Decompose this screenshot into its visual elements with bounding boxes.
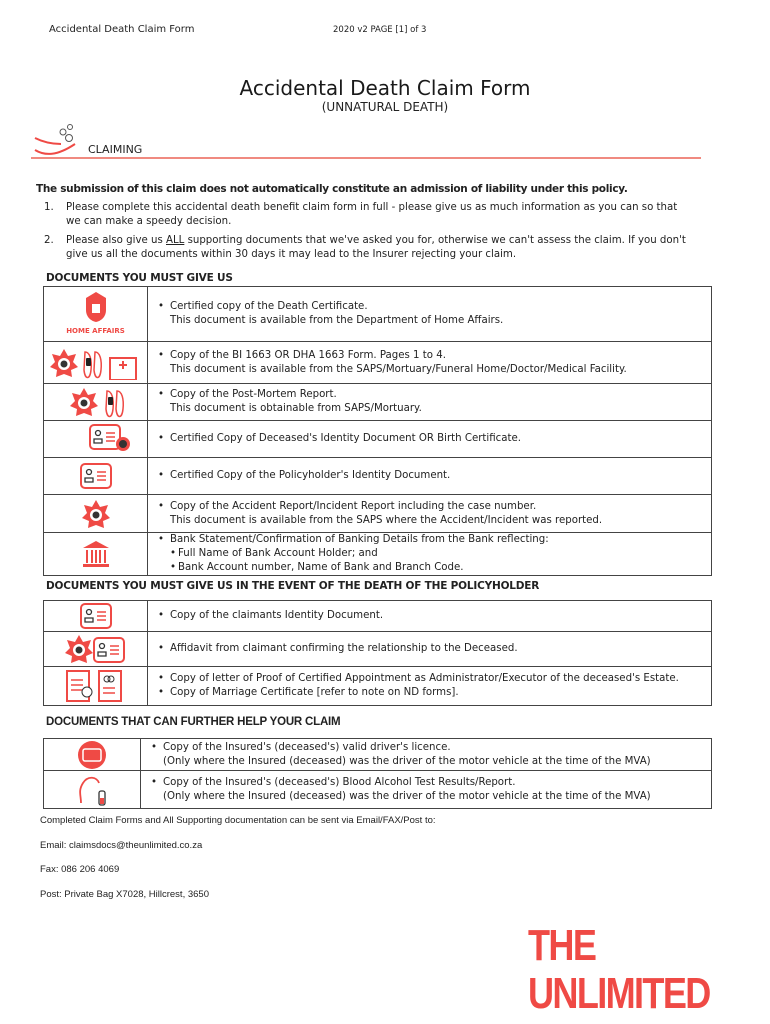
table-row (44, 495, 712, 533)
doc-source: This document is available from the SAPS where the Accident/Incident was reported. (170, 514, 603, 526)
affidavit-icon (63, 633, 129, 665)
doc-requirement: • Bank Statement/Confirmation of Banking Details from the Bank reflecting: (156, 533, 711, 547)
doc-requirement: • Copy of the Post-Mortem Report. (156, 388, 711, 402)
supporting-documents-table (43, 738, 712, 809)
doc-note: (Only where the Insured (deceased) was the driver of the motor vehicle at the time of the MVA) (163, 755, 651, 767)
contact-fax: Fax: 086 206 4069 (40, 864, 120, 875)
doc-source: This document is available from the Department of Home Affairs. (170, 315, 504, 326)
table-row (44, 601, 712, 632)
saps-mortuary-hospital-icon (48, 346, 144, 380)
blood-alcohol-test-icon (75, 773, 109, 807)
instruction-item (44, 234, 694, 262)
item-text (66, 234, 694, 262)
doc-requirement: • Copy of the Insured's (deceased's) valid driver's licence. (149, 741, 711, 755)
table-row (44, 771, 712, 809)
page-title: Accidental Death Claim Form (239, 76, 531, 100)
certified-id-icon (87, 422, 133, 456)
drivers-licence-icon (75, 740, 109, 770)
doc-requirement: • Copy of the claimants Identity Document. (156, 609, 711, 623)
submission-instructions: Completed Claim Forms and All Supporting documentation can be sent via Email/FAX/Post to: (40, 815, 436, 826)
emphasis-all: ALL (166, 235, 185, 246)
home-affairs-logo (44, 287, 148, 342)
table-row (44, 632, 712, 667)
the-unlimited-logo: THE UNLIMITED (528, 921, 710, 1018)
section-heading: DOCUMENTS YOU MUST GIVE US (46, 272, 233, 284)
doc-subitem: • Full Name of Bank Account Holder; and (156, 547, 711, 561)
doc-requirement: • Copy of letter of Proof of Certified Appointment as Administrator/Executor of the deceased's Estate. (156, 672, 711, 686)
table-row (44, 287, 712, 342)
instruction-item (44, 201, 694, 229)
item-number: 1. (44, 202, 54, 213)
claiming-hand-icon (33, 124, 83, 158)
documents-icon (63, 668, 129, 704)
text-part: Please also give us (66, 235, 166, 246)
doc-requirement: • Copy of the BI 1663 OR DHA 1663 Form. Pages 1 to 4. (156, 349, 711, 363)
section-label-claiming: CLAIMING (88, 143, 143, 156)
doc-source: This document is available from the SAPS/Mortuary/Funeral Home/Doctor/Medical Facility. (170, 363, 627, 375)
table-row (44, 384, 712, 421)
table-row (44, 739, 712, 771)
saps-badge-icon (81, 498, 111, 530)
liability-disclaimer: The submission of this claim does not automatically constitute an admission of liability under this policy. (36, 183, 628, 195)
section-divider (31, 157, 701, 159)
policyholder-documents-table (43, 600, 712, 706)
doc-requirement: • Copy of the Accident Report/Incident Report including the case number. (156, 500, 711, 514)
table-row (44, 421, 712, 458)
doc-note: (Only where the Insured (deceased) was the driver of the motor vehicle at the time of the MVA) (163, 790, 651, 802)
doc-requirement: • Certified copy of the Death Certificate. (156, 300, 711, 314)
header-page-info: 2020 v2 PAGE [1] of 3 (333, 25, 427, 35)
doc-requirement: • Copy of the Insured's (deceased's) Blood Alcohol Test Results/Report. (149, 776, 711, 790)
home-affairs-label: HOME AFFAIRS (66, 327, 125, 335)
id-card-icon (79, 462, 113, 490)
id-card-icon (79, 602, 113, 630)
doc-subitem: • Bank Account number, Name of Bank and Branch Code. (156, 561, 711, 575)
table-row (44, 533, 712, 576)
table-row (44, 667, 712, 706)
saps-mortuary-icon (64, 385, 128, 419)
contact-email[interactable]: Email: claimsdocs@theunlimited.co.za (40, 840, 203, 851)
contact-post: Post: Private Bag X7028, Hillcrest, 3650 (40, 889, 209, 900)
bank-icon (80, 538, 112, 570)
section-heading: DOCUMENTS YOU MUST GIVE US IN THE EVENT OF THE DEATH OF THE POLICYHOLDER (46, 580, 540, 592)
doc-requirement: • Affidavit from claimant confirming the relationship to the Deceased. (156, 642, 711, 656)
text-part: supporting documents that we've asked you for, otherwise we can't assess the claim. If you don't give us all the documents within 30 days it may lead to the Insurer rejecting your claim. (66, 235, 686, 260)
doc-source: This document is obtainable from SAPS/Mortuary. (170, 403, 422, 414)
table-row (44, 458, 712, 495)
header-doc-title: Accidental Death Claim Form (49, 24, 195, 35)
table-row (44, 342, 712, 384)
doc-requirement: • Certified Copy of the Policyholder's Identity Document. (156, 469, 711, 483)
item-text: Please complete this accidental death benefit claim form in full - please give us as much information as you can so that we can make a speedy decision. (66, 202, 678, 227)
section-heading: DOCUMENTS THAT CAN FURTHER HELP YOUR CLAIM (46, 716, 341, 728)
doc-requirement: • Certified Copy of Deceased's Identity Document OR Birth Certificate. (156, 432, 711, 446)
page-subtitle: (UNNATURAL DEATH) (321, 100, 449, 114)
required-documents-table (43, 286, 712, 576)
item-number: 2. (44, 235, 54, 246)
doc-requirement: • Copy of Marriage Certificate [refer to note on ND forms]. (156, 686, 711, 700)
